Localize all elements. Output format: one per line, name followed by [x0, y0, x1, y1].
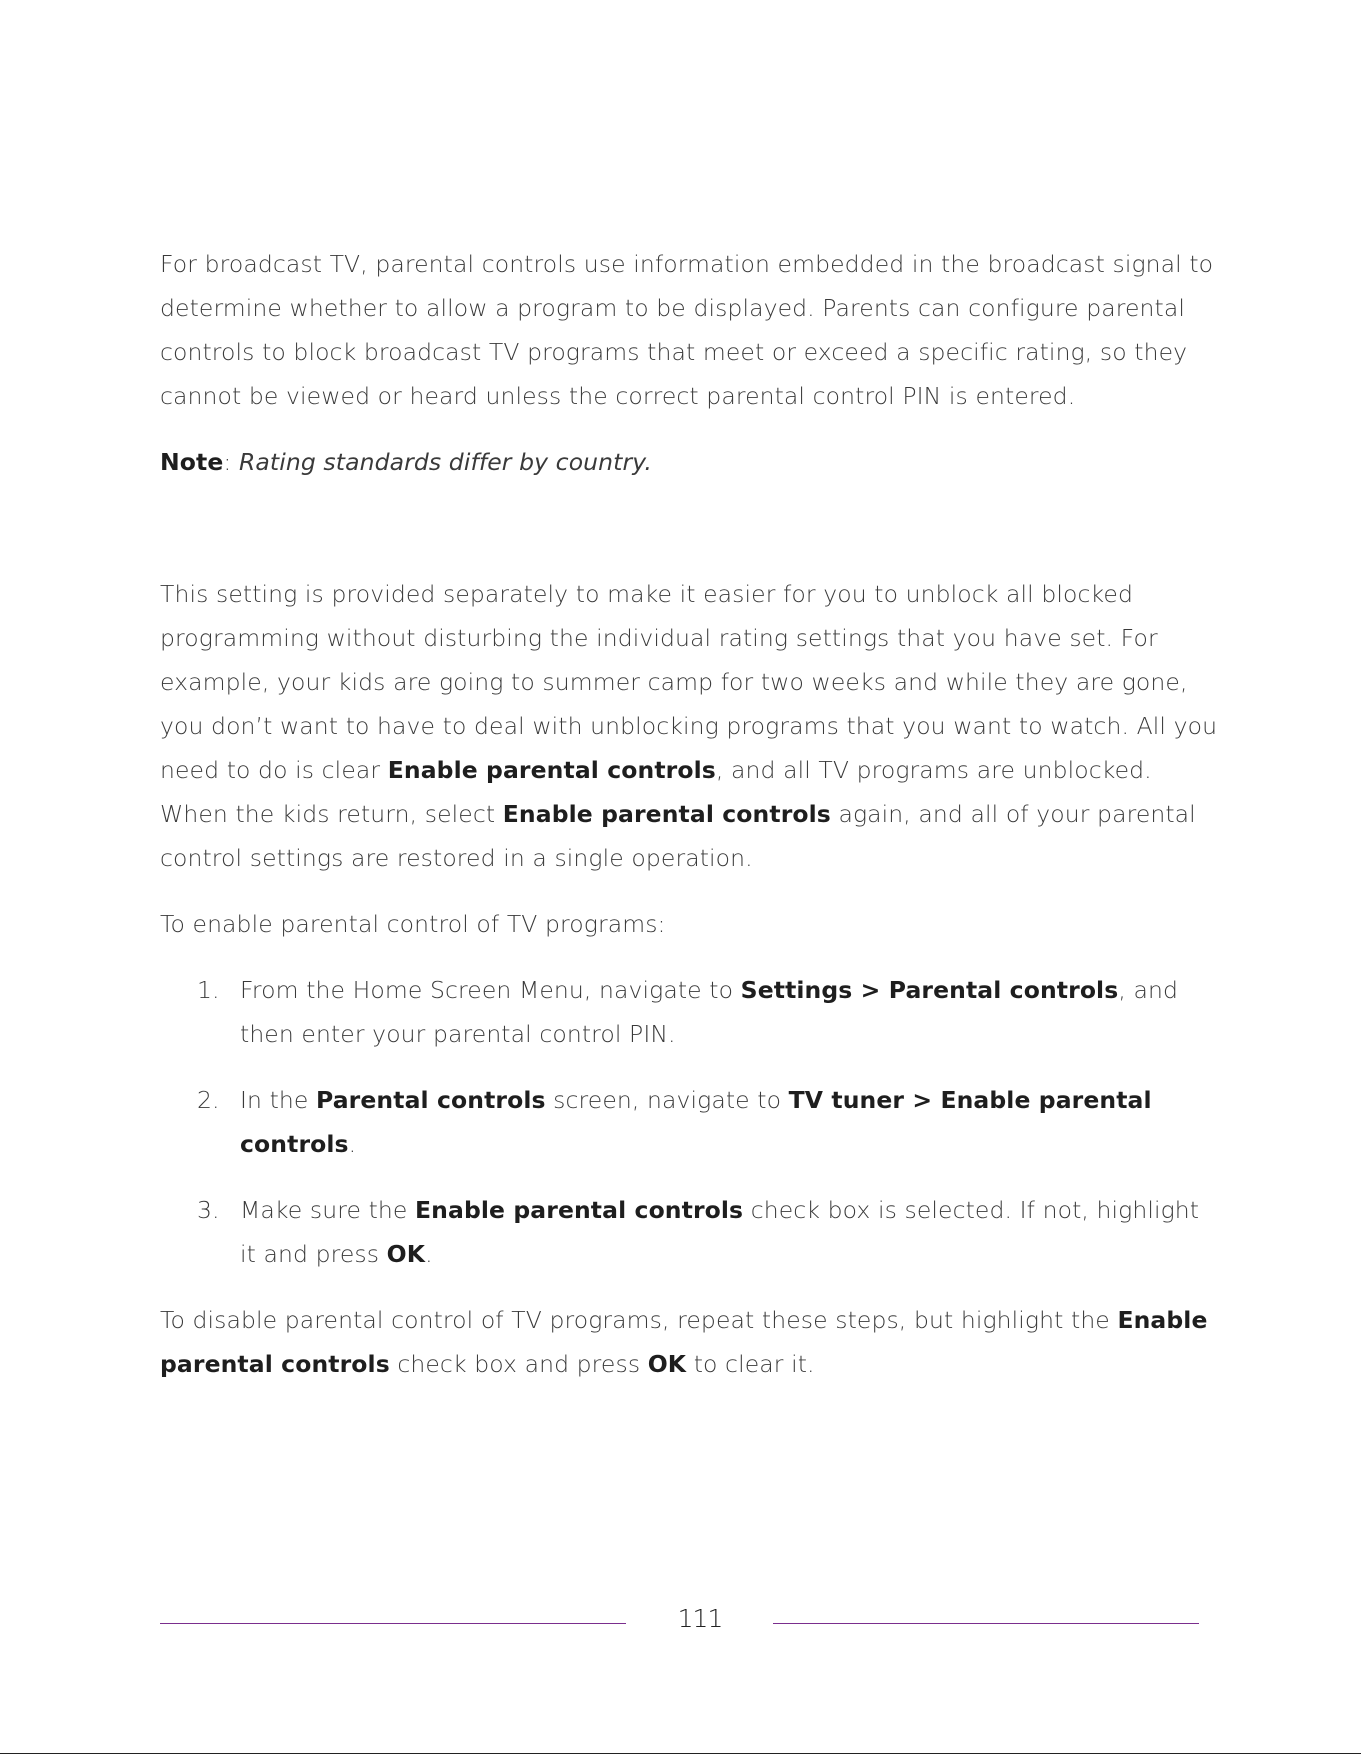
step-1: 1. From the Home Screen Menu, navigate to Settings > Parental controls, and then enter your parental control PIN.: [160, 968, 1220, 1056]
step-number: 3.: [197, 1196, 220, 1224]
step-number: 1.: [197, 976, 220, 1004]
section-paragraph: This setting is provided separately to make it easier for you to unblock all blocked programming without disturbing the individual rating settings that you have set. For example, your kids are going to summer camp for two weeks and while they are gone, you don’t want to have to deal with unblocking programs that you want to watch. All you need to do is clear Enable parental controls, and all TV programs are unblocked. When the kids return, select Enable parental controls again, and all of your parental control settings are restored in a single operation.: [160, 580, 1218, 872]
step-2: 2. In the Parental controls screen, navigate to TV tuner > Enable parental controls.: [160, 1078, 1220, 1166]
note-text: Rating standards differ by country.: [238, 448, 652, 476]
procedure-lead: To enable parental control of TV programs:: [160, 910, 666, 938]
page-content: [160, 242, 1220, 1386]
step-3: 3. Make sure the Enable parental controls check box is selected. If not, highlight it and press OK.: [160, 1188, 1220, 1276]
footer-rule-left: [160, 1623, 626, 1624]
procedure-steps: [160, 968, 1220, 1276]
disable-paragraph: To disable parental control of TV programs, repeat these steps, but highlight the Enable parental controls check box and press OK to clear it.: [160, 1306, 1208, 1378]
page-footer: [0, 1604, 1361, 1644]
note: Note: Rating standards differ by country.: [160, 448, 652, 476]
step-number: 2.: [197, 1086, 220, 1114]
scan-edge-divider: [0, 1753, 1361, 1754]
footer-rule-right: [773, 1623, 1199, 1624]
page-number: 111: [677, 1604, 723, 1633]
intro-paragraph: For broadcast TV, parental controls use information embedded in the broadcast signal to determine whether to allow a program to be displayed. Parents can configure parental controls to block broadcast TV programs that meet or exceed a specific rating, so they cannot be viewed or heard unless the correct parental control PIN is entered.: [160, 250, 1214, 410]
note-label: Note: [160, 448, 224, 476]
